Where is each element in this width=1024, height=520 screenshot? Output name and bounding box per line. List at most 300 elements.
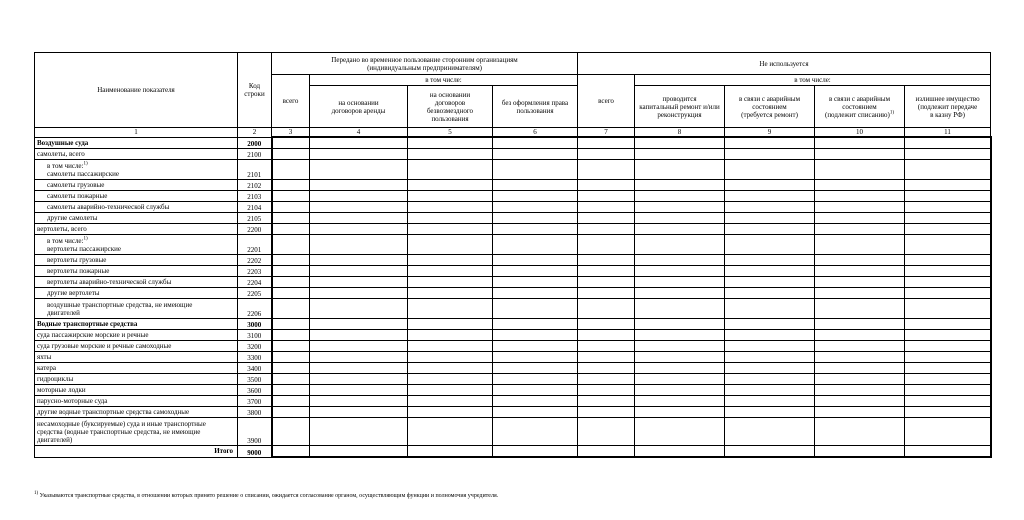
data-cell[interactable]: [493, 407, 578, 418]
data-cell[interactable]: [815, 235, 905, 255]
data-cell[interactable]: [725, 202, 815, 213]
data-cell[interactable]: [815, 363, 905, 374]
data-cell[interactable]: [493, 213, 578, 224]
table-row: [35, 191, 991, 202]
table-row: [35, 255, 991, 266]
data-cell[interactable]: [725, 180, 815, 191]
row-code: 2102: [238, 180, 272, 191]
data-cell[interactable]: [578, 266, 635, 277]
data-cell[interactable]: [635, 363, 725, 374]
data-cell[interactable]: [815, 191, 905, 202]
data-cell[interactable]: [272, 224, 310, 235]
data-cell[interactable]: [905, 213, 991, 224]
data-cell[interactable]: [725, 235, 815, 255]
data-cell[interactable]: [905, 149, 991, 160]
data-cell[interactable]: [310, 319, 408, 330]
data-cell[interactable]: [272, 385, 310, 396]
data-cell[interactable]: [493, 396, 578, 407]
data-cell[interactable]: [725, 213, 815, 224]
data-cell[interactable]: [408, 213, 493, 224]
data-cell[interactable]: [408, 180, 493, 191]
data-cell[interactable]: [310, 224, 408, 235]
data-cell[interactable]: [905, 277, 991, 288]
data-cell[interactable]: [272, 180, 310, 191]
data-cell[interactable]: [310, 137, 408, 149]
row-name: другие водные транспортные средства самоходные: [35, 407, 238, 418]
data-cell[interactable]: [725, 299, 815, 319]
table-row: [35, 341, 991, 352]
row-name: суда грузовые морские и речные самоходные: [35, 341, 238, 352]
data-cell[interactable]: [815, 224, 905, 235]
data-cell[interactable]: [635, 160, 725, 180]
data-cell[interactable]: [272, 277, 310, 288]
table-row: [35, 277, 991, 288]
data-cell[interactable]: [635, 191, 725, 202]
header-no-docs: без оформления права пользования: [493, 86, 578, 128]
data-cell[interactable]: [272, 418, 310, 446]
data-cell[interactable]: [310, 213, 408, 224]
data-cell[interactable]: [408, 224, 493, 235]
data-cell[interactable]: [905, 299, 991, 319]
data-cell[interactable]: [815, 202, 905, 213]
data-cell[interactable]: [493, 446, 578, 458]
data-cell[interactable]: [493, 149, 578, 160]
data-cell[interactable]: [408, 288, 493, 299]
table-row: [35, 374, 991, 385]
data-cell[interactable]: [635, 385, 725, 396]
row-code: 2204: [238, 277, 272, 288]
data-cell[interactable]: [815, 149, 905, 160]
data-cell[interactable]: [310, 180, 408, 191]
row-code: 2205: [238, 288, 272, 299]
data-cell[interactable]: [905, 330, 991, 341]
data-cell[interactable]: [272, 235, 310, 255]
data-cell[interactable]: [815, 213, 905, 224]
data-cell[interactable]: [578, 137, 635, 149]
data-cell[interactable]: [815, 299, 905, 319]
data-cell[interactable]: [635, 180, 725, 191]
data-cell[interactable]: [905, 374, 991, 385]
column-number: 5: [408, 128, 493, 138]
row-code: 2200: [238, 224, 272, 235]
data-cell[interactable]: [905, 180, 991, 191]
row-name: самолеты пожарные: [35, 191, 238, 202]
data-cell[interactable]: [310, 446, 408, 458]
data-cell[interactable]: [310, 407, 408, 418]
data-cell[interactable]: [493, 299, 578, 319]
vehicles-table: [34, 52, 992, 458]
data-cell[interactable]: [272, 363, 310, 374]
data-cell[interactable]: [310, 277, 408, 288]
data-cell[interactable]: [493, 352, 578, 363]
data-cell[interactable]: [493, 224, 578, 235]
row-code: 2100: [238, 149, 272, 160]
data-cell[interactable]: [905, 396, 991, 407]
data-cell[interactable]: [725, 446, 815, 458]
data-cell[interactable]: [493, 385, 578, 396]
data-cell[interactable]: [725, 266, 815, 277]
data-cell[interactable]: [272, 299, 310, 319]
header-unused-group: Не используется: [578, 53, 991, 75]
data-cell[interactable]: [310, 266, 408, 277]
data-cell[interactable]: [578, 191, 635, 202]
data-cell[interactable]: [493, 341, 578, 352]
data-cell[interactable]: [578, 288, 635, 299]
data-cell[interactable]: [272, 341, 310, 352]
data-cell[interactable]: [408, 137, 493, 149]
data-cell[interactable]: [272, 160, 310, 180]
data-cell[interactable]: [635, 330, 725, 341]
data-cell[interactable]: [578, 374, 635, 385]
data-cell[interactable]: [725, 407, 815, 418]
data-cell[interactable]: [815, 137, 905, 149]
data-cell[interactable]: [272, 407, 310, 418]
data-cell[interactable]: [493, 319, 578, 330]
row-name: [35, 235, 238, 255]
table-row: [35, 224, 991, 235]
data-cell[interactable]: [905, 385, 991, 396]
row-code: 3200: [238, 341, 272, 352]
data-cell[interactable]: [578, 418, 635, 446]
data-cell[interactable]: [408, 330, 493, 341]
data-cell[interactable]: [310, 202, 408, 213]
table-row: [35, 202, 991, 213]
data-cell[interactable]: [905, 224, 991, 235]
row-name: Итого: [35, 446, 238, 458]
data-cell[interactable]: [725, 319, 815, 330]
data-cell[interactable]: [493, 137, 578, 149]
data-cell[interactable]: [635, 418, 725, 446]
data-cell[interactable]: [493, 235, 578, 255]
data-cell[interactable]: [725, 352, 815, 363]
table-row: [35, 396, 991, 407]
row-name: парусно-моторные суда: [35, 396, 238, 407]
data-cell[interactable]: [310, 396, 408, 407]
column-number: 10: [815, 128, 905, 138]
data-cell[interactable]: [578, 299, 635, 319]
data-cell[interactable]: [725, 374, 815, 385]
data-cell[interactable]: [905, 352, 991, 363]
data-cell[interactable]: [408, 191, 493, 202]
data-cell[interactable]: [272, 149, 310, 160]
data-cell[interactable]: [408, 160, 493, 180]
data-cell[interactable]: [725, 330, 815, 341]
table-row: [35, 407, 991, 418]
data-cell[interactable]: [408, 374, 493, 385]
data-cell[interactable]: [905, 407, 991, 418]
data-cell[interactable]: [493, 330, 578, 341]
row-name: вертолеты аварийно-технической службы: [35, 277, 238, 288]
data-cell[interactable]: [725, 363, 815, 374]
data-cell[interactable]: [905, 255, 991, 266]
header-emergency-repair: в связи с аварийным состоянием (требуется ремонт): [725, 86, 815, 128]
data-cell[interactable]: [725, 396, 815, 407]
data-cell[interactable]: [578, 319, 635, 330]
header-unused-including: в том числе:: [635, 75, 991, 86]
report-form: [34, 52, 990, 458]
data-cell[interactable]: [408, 255, 493, 266]
data-cell[interactable]: [272, 330, 310, 341]
data-cell[interactable]: [408, 385, 493, 396]
data-cell[interactable]: [408, 202, 493, 213]
data-cell[interactable]: [408, 235, 493, 255]
data-cell[interactable]: [815, 180, 905, 191]
data-cell[interactable]: [635, 266, 725, 277]
data-cell[interactable]: [725, 224, 815, 235]
footnote-text: Указываются транспортные средства, в отношении которых принято решение о списании, ожидается согласование органом, осуществляющим функции и полномочия учредителя.: [38, 493, 499, 499]
row-name: вертолеты, всего: [35, 224, 238, 235]
data-cell[interactable]: [408, 446, 493, 458]
data-cell[interactable]: [578, 180, 635, 191]
data-cell[interactable]: [578, 396, 635, 407]
data-cell[interactable]: [815, 374, 905, 385]
data-cell[interactable]: [905, 160, 991, 180]
column-number: 8: [635, 128, 725, 138]
data-cell[interactable]: [635, 224, 725, 235]
data-cell[interactable]: [635, 149, 725, 160]
data-cell[interactable]: [408, 341, 493, 352]
data-cell[interactable]: [635, 288, 725, 299]
table-row: [35, 288, 991, 299]
column-number: 4: [310, 128, 408, 138]
data-cell[interactable]: [635, 299, 725, 319]
data-cell[interactable]: [815, 319, 905, 330]
data-cell[interactable]: [725, 418, 815, 446]
data-cell[interactable]: [493, 180, 578, 191]
data-cell[interactable]: [815, 255, 905, 266]
data-cell[interactable]: [310, 385, 408, 396]
data-cell[interactable]: [578, 202, 635, 213]
row-code: 2000: [238, 137, 272, 149]
table-row: [35, 160, 991, 180]
table-row: [35, 418, 991, 446]
row-name-prefix: в том числе:: [47, 161, 84, 170]
data-cell[interactable]: [408, 363, 493, 374]
data-cell[interactable]: [578, 446, 635, 458]
header-unused-total: всего: [578, 75, 635, 128]
data-cell[interactable]: [725, 277, 815, 288]
data-cell[interactable]: [815, 330, 905, 341]
data-cell[interactable]: [408, 266, 493, 277]
row-name-text: вертолеты пассажирские: [47, 244, 121, 253]
data-cell[interactable]: [408, 407, 493, 418]
column-number: 1: [35, 128, 238, 138]
data-cell[interactable]: [272, 288, 310, 299]
row-code: 3700: [238, 396, 272, 407]
data-cell[interactable]: [493, 418, 578, 446]
data-cell[interactable]: [725, 137, 815, 149]
data-cell[interactable]: [310, 235, 408, 255]
data-cell[interactable]: [272, 352, 310, 363]
table-row: [35, 137, 991, 149]
data-cell[interactable]: [815, 266, 905, 277]
data-cell[interactable]: [578, 363, 635, 374]
data-cell[interactable]: [578, 224, 635, 235]
data-cell[interactable]: [635, 137, 725, 149]
row-name: яхты: [35, 352, 238, 363]
column-number: 2: [238, 128, 272, 138]
row-code: 2104: [238, 202, 272, 213]
data-cell[interactable]: [578, 213, 635, 224]
table-row: [35, 363, 991, 374]
row-footnote-mark: 1): [83, 236, 88, 242]
data-cell[interactable]: [493, 191, 578, 202]
data-cell[interactable]: [493, 288, 578, 299]
data-cell[interactable]: [272, 396, 310, 407]
data-cell[interactable]: [493, 202, 578, 213]
data-cell[interactable]: [578, 385, 635, 396]
data-cell[interactable]: [272, 137, 310, 149]
data-cell[interactable]: [493, 363, 578, 374]
row-code: 3600: [238, 385, 272, 396]
data-cell[interactable]: [725, 255, 815, 266]
data-cell[interactable]: [905, 137, 991, 149]
data-cell[interactable]: [310, 341, 408, 352]
data-cell[interactable]: [815, 446, 905, 458]
data-cell[interactable]: [310, 363, 408, 374]
data-cell[interactable]: [635, 374, 725, 385]
data-cell[interactable]: [815, 352, 905, 363]
data-cell[interactable]: [905, 363, 991, 374]
data-cell[interactable]: [310, 374, 408, 385]
data-cell[interactable]: [578, 255, 635, 266]
data-cell[interactable]: [408, 396, 493, 407]
data-cell[interactable]: [905, 191, 991, 202]
data-cell[interactable]: [310, 255, 408, 266]
data-cell[interactable]: [635, 277, 725, 288]
table-row: [35, 352, 991, 363]
row-code: 2202: [238, 255, 272, 266]
data-cell[interactable]: [408, 418, 493, 446]
data-cell[interactable]: [725, 385, 815, 396]
data-cell[interactable]: [578, 330, 635, 341]
data-cell[interactable]: [635, 341, 725, 352]
column-number: 11: [905, 128, 991, 138]
row-code: 2201: [238, 235, 272, 255]
data-cell[interactable]: [725, 341, 815, 352]
data-cell[interactable]: [272, 255, 310, 266]
data-cell[interactable]: [310, 288, 408, 299]
data-cell[interactable]: [310, 149, 408, 160]
data-cell[interactable]: [725, 191, 815, 202]
row-name: вертолеты грузовые: [35, 255, 238, 266]
data-cell[interactable]: [493, 160, 578, 180]
data-cell[interactable]: [310, 418, 408, 446]
data-cell[interactable]: [725, 288, 815, 299]
data-cell[interactable]: [815, 385, 905, 396]
data-cell[interactable]: [905, 446, 991, 458]
data-cell[interactable]: [905, 235, 991, 255]
row-code: 3300: [238, 352, 272, 363]
row-footnote-mark: 1): [83, 161, 88, 167]
data-cell[interactable]: [272, 319, 310, 330]
data-cell[interactable]: [310, 352, 408, 363]
data-cell[interactable]: [815, 288, 905, 299]
data-cell[interactable]: [272, 202, 310, 213]
table-row: [35, 330, 991, 341]
row-code: 3400: [238, 363, 272, 374]
data-cell[interactable]: [408, 149, 493, 160]
data-cell[interactable]: [578, 235, 635, 255]
data-cell[interactable]: [493, 374, 578, 385]
row-code: 2203: [238, 266, 272, 277]
data-cell[interactable]: [635, 407, 725, 418]
data-cell[interactable]: [905, 202, 991, 213]
table-row: [35, 319, 991, 330]
data-cell[interactable]: [905, 319, 991, 330]
data-cell[interactable]: [635, 213, 725, 224]
data-cell[interactable]: [272, 191, 310, 202]
header-transferred-group: Передано во временное пользование сторонним организациям (индивидуальным предпринимателям): [272, 53, 578, 75]
data-cell[interactable]: [310, 160, 408, 180]
data-cell[interactable]: [725, 160, 815, 180]
data-cell[interactable]: [310, 191, 408, 202]
data-cell[interactable]: [310, 330, 408, 341]
data-cell[interactable]: [635, 446, 725, 458]
data-cell[interactable]: [578, 277, 635, 288]
data-cell[interactable]: [725, 149, 815, 160]
data-cell[interactable]: [905, 288, 991, 299]
data-cell[interactable]: [815, 160, 905, 180]
table-row: [35, 213, 991, 224]
data-cell[interactable]: [815, 418, 905, 446]
table-row: [35, 446, 991, 458]
data-cell[interactable]: [635, 202, 725, 213]
data-cell[interactable]: [408, 319, 493, 330]
row-code: 3000: [238, 319, 272, 330]
data-cell[interactable]: [493, 277, 578, 288]
data-cell[interactable]: [815, 341, 905, 352]
data-cell[interactable]: [408, 277, 493, 288]
row-name: несамоходные (буксируемые) суда и иные транспортные средства (водные транспортные средства, не имеющие двигателей): [35, 418, 238, 446]
data-cell[interactable]: [272, 266, 310, 277]
header-emergency-writeoff: [815, 86, 905, 128]
data-cell[interactable]: [905, 266, 991, 277]
data-cell[interactable]: [635, 352, 725, 363]
row-code: 2206: [238, 299, 272, 319]
data-cell[interactable]: [905, 418, 991, 446]
data-cell[interactable]: [635, 255, 725, 266]
data-cell[interactable]: [272, 374, 310, 385]
data-cell[interactable]: [815, 396, 905, 407]
data-cell[interactable]: [408, 299, 493, 319]
data-cell[interactable]: [272, 446, 310, 458]
data-cell[interactable]: [578, 407, 635, 418]
data-cell[interactable]: [635, 235, 725, 255]
column-number: 3: [272, 128, 310, 138]
row-name: Воздушные суда: [35, 137, 238, 149]
data-cell[interactable]: [493, 266, 578, 277]
data-cell[interactable]: [815, 277, 905, 288]
data-cell[interactable]: [635, 319, 725, 330]
data-cell[interactable]: [635, 396, 725, 407]
header-free-use: на основании договоров безвозмездного пользования: [408, 86, 493, 128]
data-cell[interactable]: [578, 352, 635, 363]
data-cell[interactable]: [310, 299, 408, 319]
table-body: [35, 137, 991, 457]
data-cell[interactable]: [272, 213, 310, 224]
data-cell[interactable]: [578, 341, 635, 352]
data-cell[interactable]: [493, 255, 578, 266]
data-cell[interactable]: [578, 160, 635, 180]
data-cell[interactable]: [408, 352, 493, 363]
data-cell[interactable]: [905, 341, 991, 352]
footnote-mark: 1): [34, 491, 39, 496]
row-code: 3800: [238, 407, 272, 418]
row-name: самолеты аварийно-технической службы: [35, 202, 238, 213]
data-cell[interactable]: [815, 407, 905, 418]
data-cell[interactable]: [578, 149, 635, 160]
